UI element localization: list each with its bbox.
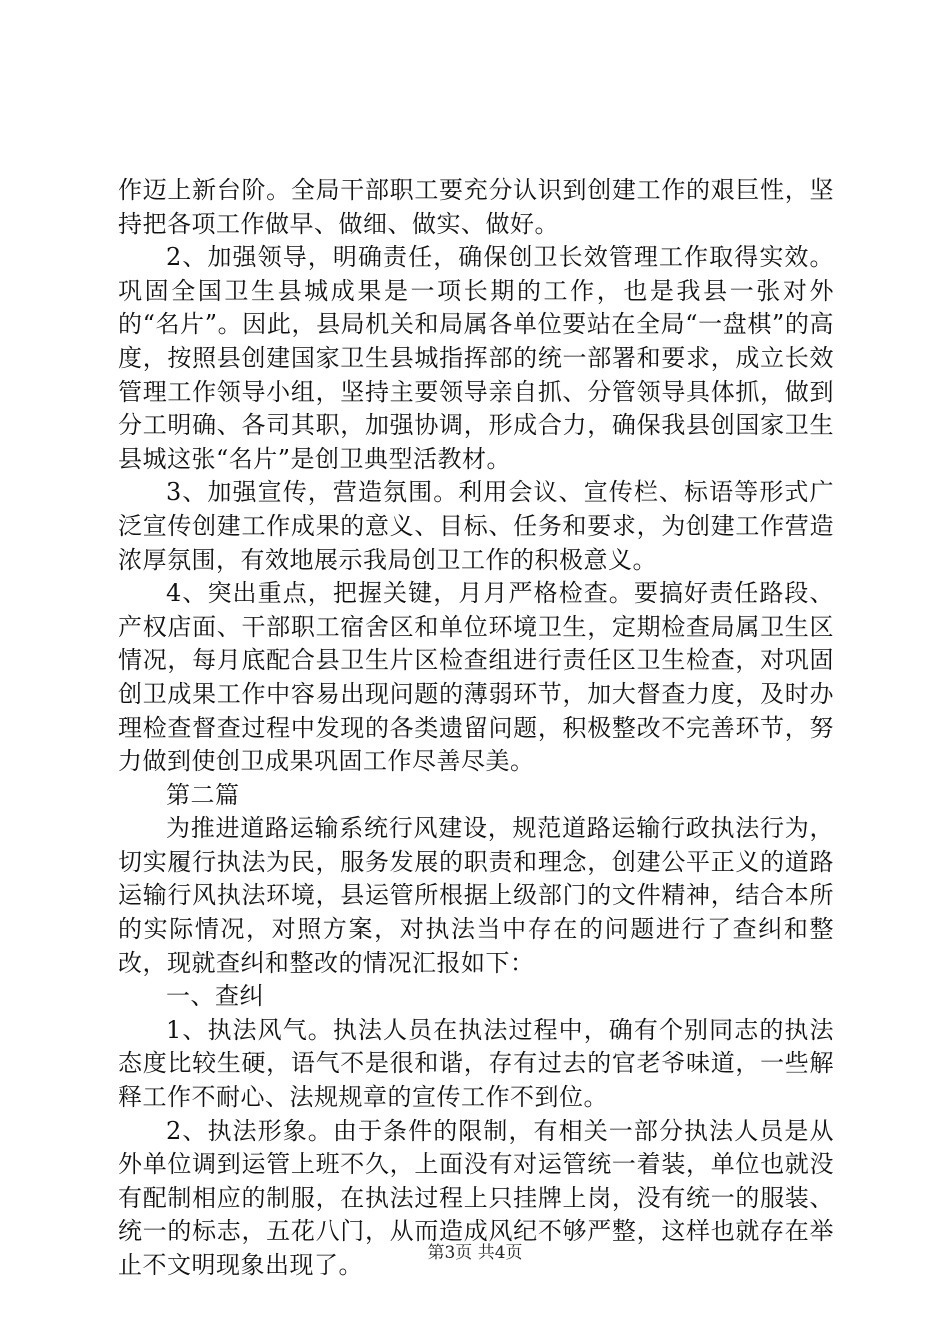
paragraph-9: 2、执法形象。由于条件的限制，有相关一部分执法人员是从外单位调到运管上班不久，上面没有对运管统一着装，单位也就没有配制相应的制服，在执法过程上只挂牌上岗，没有统一的服装、统一的标志，五花八门，从而造成风纪不够严整，这样也就存在举止不文明现象出现了。 <box>118 1116 834 1279</box>
paragraph-1: 作迈上新台阶。全局干部职工要充分认识到创建工作的艰巨性，坚持把各项工作做早、做细、做实、做好。 <box>118 176 834 238</box>
paragraph-2: 2、加强领导，明确责任，确保创卫长效管理工作取得实效。巩固全国卫生县城成果是一项长期的工作，也是我县一张对外的“名片”。因此，县局机关和局属各单位要站在全局“一盘棋”的高度，按照县创建国家卫生县城指挥部的统一部署和要求，成立长效管理工作领导小组，坚持主要领导亲自抓、分管领导具体抓，做到分工明确、各司其职，加强协调，形成合力，确保我县创国家卫生县城这张“名片”是创卫典型活教材。 <box>118 243 834 473</box>
paragraph-4: 4、突出重点，把握关键，月月严格检查。要搞好责任路段、产权店面、干部职工宿舍区和单位环境卫生，定期检查局属卫生区情况，每月底配合县卫生片区检查组进行责任区卫生检查，对巩固创卫成果工作中容易出现问题的薄弱环节，加大督查力度，及时办理检查督查过程中发现的各类遗留问题，积极整改不完善环节，努力做到使创卫成果巩固工作尽善尽美。 <box>118 579 834 776</box>
section-heading-part-two: 第二篇 <box>166 780 240 809</box>
paragraph-8: 1、执法风气。执法人员在执法过程中，确有个别同志的执法态度比较生硬，语气不是很和谐，存有过去的官老爷味道，一些解释工作不耐心、法规规章的宣传工作不到位。 <box>118 1015 834 1112</box>
page-number-footer: 第3页 共4页 <box>427 1243 523 1263</box>
paragraph-3: 3、加强宣传，营造氛围。利用会议、宣传栏、标语等形式广泛宣传创建工作成果的意义、目标、任务和要求，为创建工作营造浓厚氛围，有效地展示我局创卫工作的积极意义。 <box>118 478 834 574</box>
document-body <box>118 174 834 1283</box>
section-heading-inspection: 一、查纠 <box>166 982 264 1011</box>
paragraph-6: 为推进道路运输系统行风建设，规范道路运输行政执法行为，切实履行执法为民，服务发展的职责和理念，创建公平正义的道路运输行风执法环境，县运管所根据上级部门的文件精神，结合本所的实际情况，对照方案，对执法当中存在的问题进行了查纠和整改，现就查纠和整改的情况汇报如下： <box>118 814 834 977</box>
